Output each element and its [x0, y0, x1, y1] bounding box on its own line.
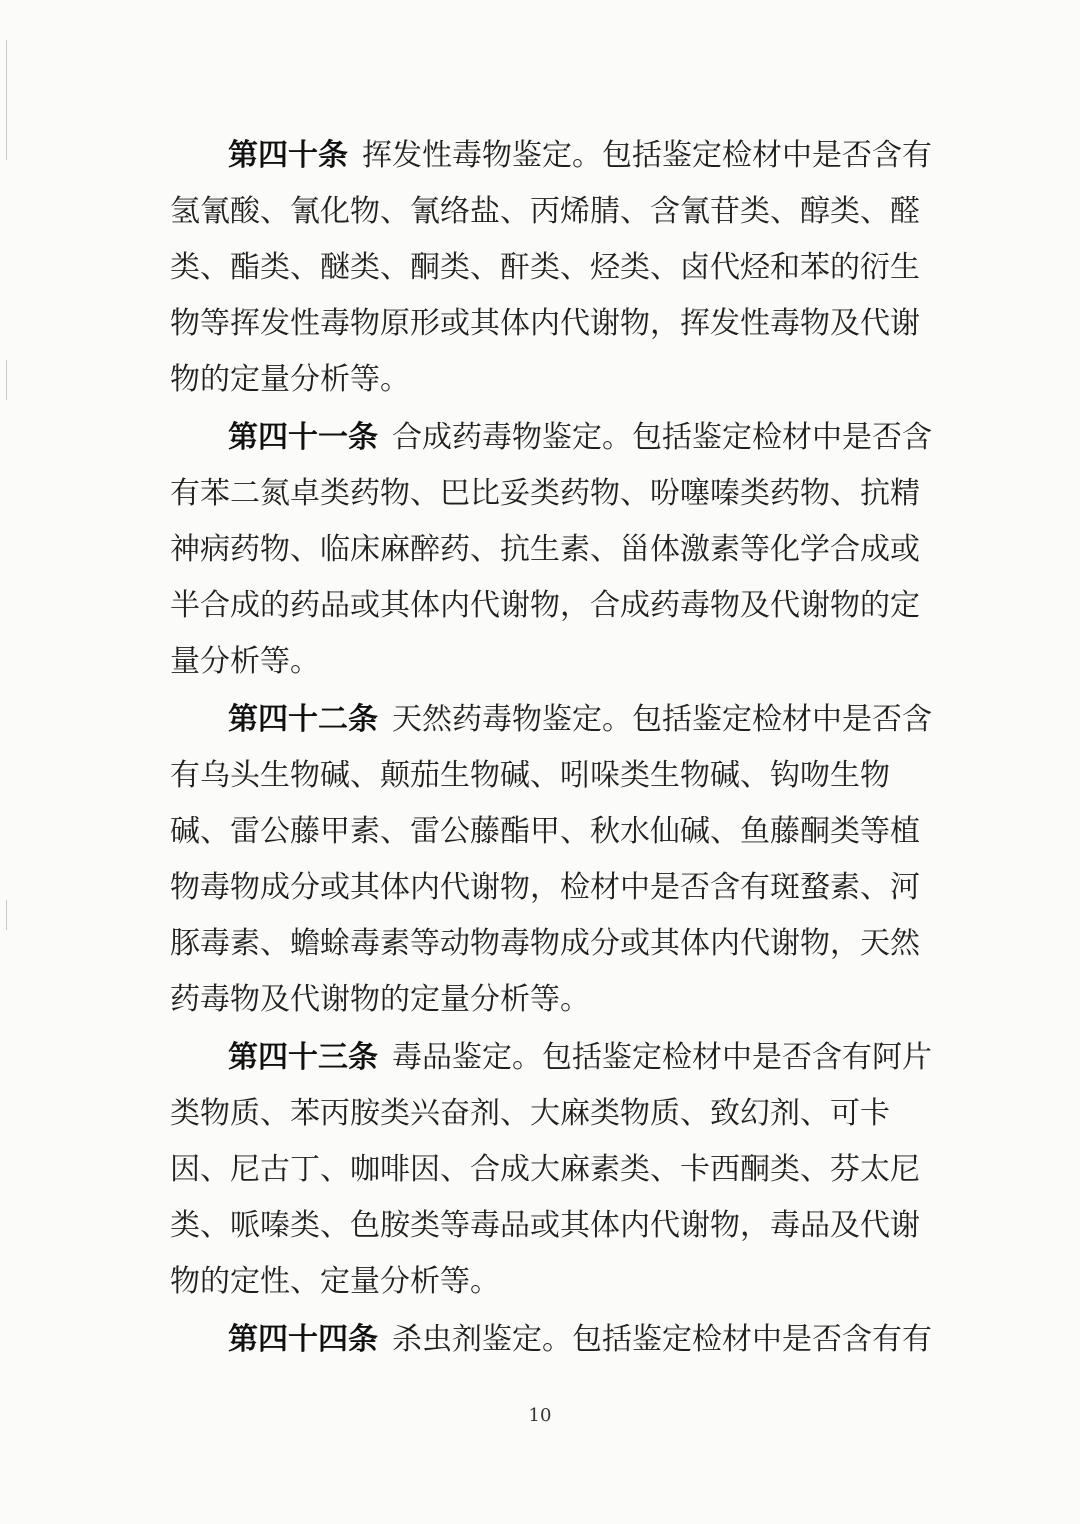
article-43-line-5: 物的定性、定量分析等。	[170, 1264, 500, 1299]
article-42-line-2: 有乌头生物碱、颠茄生物碱、吲哚类生物碱、钩吻生物	[170, 758, 890, 793]
article-41-line-5: 量分析等。	[170, 644, 320, 679]
article-43-line-4: 类、哌嗪类、色胺类等毒品或其体内代谢物，毒品及代谢	[170, 1208, 920, 1243]
scan-edge-mark	[6, 40, 7, 160]
article-41-line-3: 神病药物、临床麻醉药、抗生素、甾体激素等化学合成或	[170, 532, 920, 567]
article-41-line-2: 有苯二氮卓类药物、巴比妥类药物、吩噻嗪类药物、抗精	[170, 476, 920, 511]
article-40-line-1	[228, 136, 932, 176]
article-heading: 第四十条	[228, 138, 348, 173]
article-42-line-5: 豚毒素、蟾蜍毒素等动物毒物成分或其体内代谢物，天然	[170, 926, 920, 961]
article-text: 毒品鉴定。包括鉴定检材中是否含有阿片	[392, 1040, 932, 1075]
article-heading: 第四十三条	[228, 1040, 378, 1075]
article-text: 杀虫剂鉴定。包括鉴定检材中是否含有有	[392, 1322, 932, 1357]
article-40-line-4: 物等挥发性毒物原形或其体内代谢物，挥发性毒物及代谢	[170, 306, 920, 341]
article-heading: 第四十一条	[228, 420, 378, 455]
article-43-line-2: 类物质、苯丙胺类兴奋剂、大麻类物质、致幻剂、可卡	[170, 1096, 890, 1131]
article-42-line-4: 物毒物成分或其体内代谢物，检材中是否含有斑蝥素、河	[170, 870, 920, 905]
article-41-line-1	[228, 418, 932, 458]
article-44-line-1	[228, 1320, 932, 1360]
article-41-line-4: 半合成的药品或其体内代谢物，合成药毒物及代谢物的定	[170, 588, 920, 623]
article-43-line-1	[228, 1038, 932, 1078]
scan-edge-mark	[6, 900, 7, 930]
article-40-line-5: 物的定量分析等。	[170, 362, 410, 397]
article-heading: 第四十四条	[228, 1322, 378, 1357]
article-42-line-3: 碱、雷公藤甲素、雷公藤酯甲、秋水仙碱、鱼藤酮类等植	[170, 814, 920, 849]
article-heading: 第四十二条	[228, 702, 378, 737]
article-43-line-3: 因、尼古丁、咖啡因、合成大麻素类、卡西酮类、芬太尼	[170, 1152, 920, 1187]
article-40-line-2: 氢氰酸、氰化物、氰络盐、丙烯腈、含氰苷类、醇类、醛	[170, 194, 920, 229]
article-42-line-6: 药毒物及代谢物的定量分析等。	[170, 982, 590, 1017]
scan-edge-mark	[6, 360, 7, 400]
article-40-line-3: 类、酯类、醚类、酮类、酐类、烃类、卤代烃和苯的衍生	[170, 250, 920, 285]
article-text: 挥发性毒物鉴定。包括鉴定检材中是否含有	[362, 138, 932, 173]
article-text: 天然药毒物鉴定。包括鉴定检材中是否含	[392, 702, 932, 737]
article-42-line-1	[228, 700, 932, 740]
article-text: 合成药毒物鉴定。包括鉴定检材中是否含	[392, 420, 932, 455]
page-number: 10	[528, 1405, 552, 1426]
